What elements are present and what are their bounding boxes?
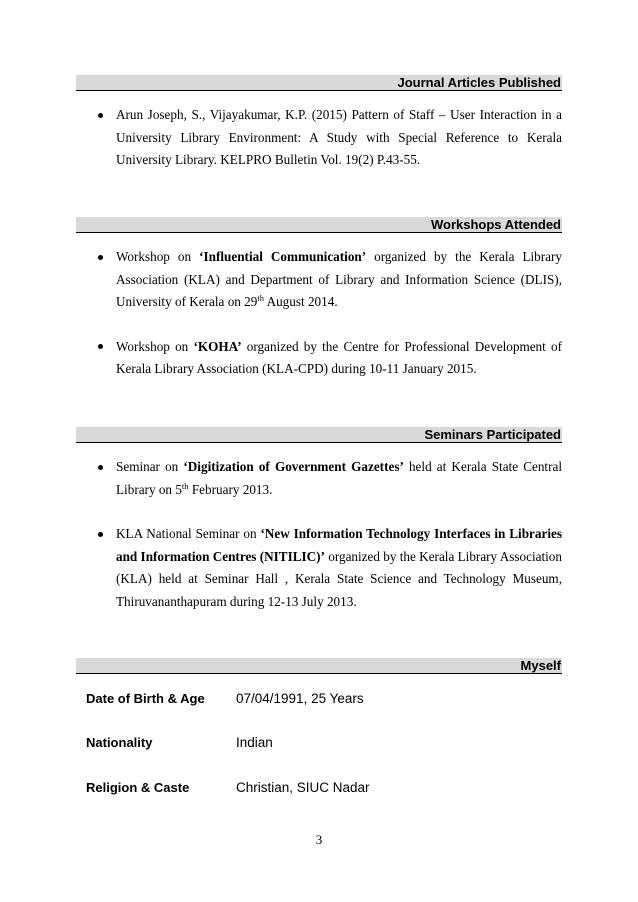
list-item: Workshop on ‘KOHA’ organized by the Centre for Professional Development of Kerala Library Association (KLA-CPD) during 10-11 January 2015. [98,336,562,381]
list-item: Workshop on ‘Influential Communication’ organized by the Kerala Library Association (KLA) and Department of Library and Information Science (DLIS), University of Kerala on 29th August 2014. [98,246,562,314]
info-value: Indian [236,735,273,750]
info-label: Date of Birth & Age [86,691,205,706]
bullet-icon [98,113,103,118]
section-heading-myself: Myself [76,658,562,674]
list-item: Seminar on ‘Digitization of Government Gazettes’ held at Kerala State Central Library on 5th February 2013. [98,456,562,501]
page-number: 3 [315,832,323,847]
list-item: KLA National Seminar on ‘New Information Technology Interfaces in Libraries and Information Centres (NITILIC)’ organized by the Kerala Library Association (KLA) held at Seminar Hall , Kerala State Science and Technology Museum, Thiruvananthapuram during 12-13 July 2013. [98,523,562,613]
seminars-list [98,456,562,613]
bullet-icon [98,344,103,349]
section-heading-seminars-participated: Seminars Participated [76,427,562,443]
section-heading-workshops-attended: Workshops Attended [76,217,562,233]
journal-articles-list [98,104,562,172]
info-label: Religion & Caste [86,780,190,795]
bullet-icon [98,465,103,470]
info-row-nationality [86,735,562,753]
bullet-icon [98,255,103,260]
info-label: Nationality [86,735,153,750]
section-heading-journal-articles: Journal Articles Published [76,75,562,91]
workshops-list [98,246,562,381]
list-item: Arun Joseph, S., Vijayakumar, K.P. (2015) Pattern of Staff – User Interaction in a University Library Environment: A Study with Special Reference to Kerala University Library. KELPRO Bulletin Vol. 19(2) P.43-55. [98,104,562,172]
info-value: Christian, SIUC Nadar [236,780,370,795]
info-row-religion-caste [86,780,562,798]
info-row-date-of-birth [86,691,562,709]
bullet-icon [98,532,103,537]
info-value: 07/04/1991, 25 Years [236,691,364,706]
